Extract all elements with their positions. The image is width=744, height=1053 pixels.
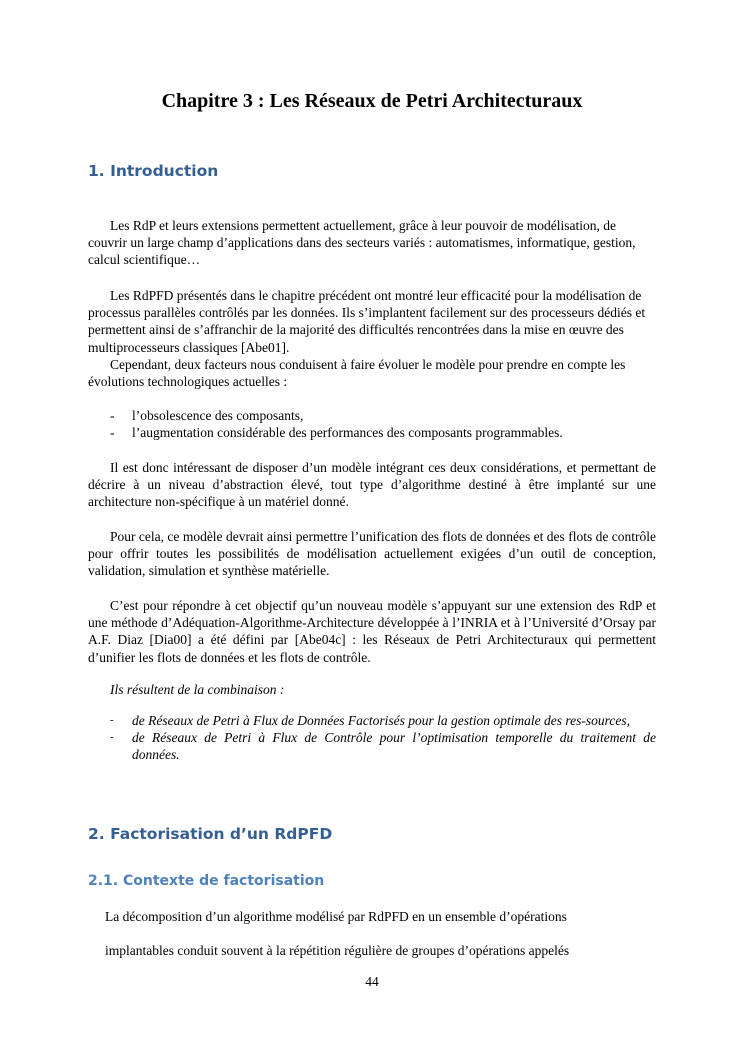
bullet-dash: -: [110, 714, 114, 726]
paragraph-3: Cependant, deux facteurs nous conduisent à faire évoluer le modèle pour prendre en compte les évolutions technologiques actuelles :: [88, 357, 626, 390]
body-line-1: La décomposition d’un algorithme modélisé par RdPFD en un ensemble d’opérations: [105, 909, 567, 924]
subsection-heading-contexte: 2.1. Contexte de factorisation: [88, 873, 325, 889]
paragraph-5: Pour cela, ce modèle devrait ainsi permettre l’unification des flots de données et des flots de contrôle pour offrir toutes les possibilités de modélisation actuellement exigées d’un outil de conception, validation, simulation et synthèse matérielle.: [88, 529, 656, 579]
list-item: - de Réseaux de Petri à Flux de Contrôle pour l’optimisation temporelle du traitement de données.: [110, 730, 656, 763]
bullet-dash: -: [110, 408, 115, 423]
bullet-dash: -: [110, 731, 114, 744]
section-heading-factorisation: 2. Factorisation d’un RdPFD: [88, 825, 333, 843]
paragraph-6: C’est pour répondre à cet objectif qu’un nouveau modèle s’appuyant sur une extension des RdP et une méthode d’Adéquation-Algorithme-Architecture développée à l’INRIA et à l’Université d’Orsay par A.F. Diaz [Dia00] a été défini par [Abe04c] : les Réseaux de Petri Architecturaux qui permettent d’unifier les flots de données et les flots de contrôle.: [88, 598, 656, 665]
paragraph-1: Les RdP et leurs extensions permettent actuellement, grâce à leur pouvoir de modélisation, de couvrir un large champ d’applications dans des secteurs variés : automatismes, informatique, gestion, calcul scientifique…: [88, 218, 636, 268]
list-item: - de Réseaux de Petri à Flux de Données Factorisés pour la gestion optimale des res-sources,: [110, 713, 631, 728]
chapter-title: Chapitre 3 : Les Réseaux de Petri Architecturaux: [161, 90, 583, 112]
bullet-dash: -: [110, 425, 115, 441]
body-line-2: implantables conduit souvent à la répétition régulière de groupes d’opérations appelés: [105, 943, 570, 958]
section-heading-introduction: 1. Introduction: [88, 162, 219, 180]
paragraph-2: Les RdPFD présentés dans le chapitre précédent ont montré leur efficacité pour la modélisation de processus parallèles contrôlés par les données. Ils s’implantent facilement sur des processeurs dédiés et permettent ainsi de s’affranchir de la majorité des difficultés rencontrées dans la mise en œuvre des multiprocesseurs classiques [Abe01].: [88, 288, 646, 355]
combination-intro: Ils résultent de la combinaison :: [110, 682, 285, 697]
list-item: - l’obsolescence des composants,: [110, 408, 304, 423]
page-number: 44: [365, 974, 379, 989]
paragraph-4: Il est donc intéressant de disposer d’un modèle intégrant ces deux considérations, et permettant de décrire à un niveau d’abstraction élevé, tout type d’algorithme destiné à être implanté sur une architecture non-spécifique à un matériel donné.: [88, 460, 656, 510]
combination-list: [88, 712, 656, 764]
factors-list: [88, 407, 656, 441]
list-item: - l’augmentation considérable des performances des composants programmables.: [110, 425, 563, 441]
